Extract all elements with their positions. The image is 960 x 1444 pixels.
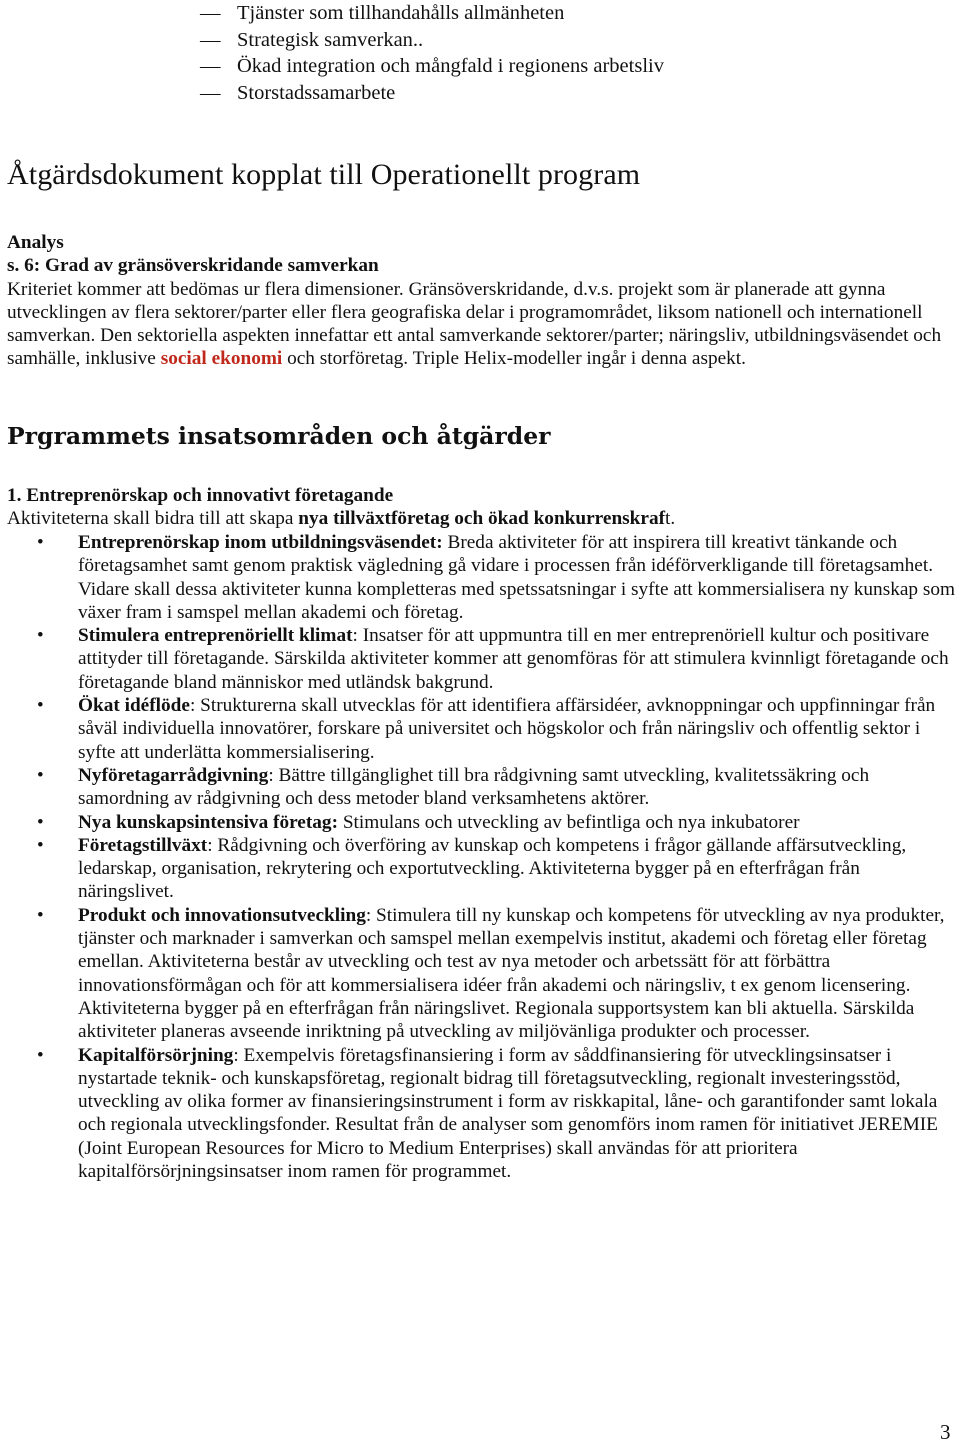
dash-item xyxy=(200,80,664,107)
social-ekonomi-highlight: social ekonomi xyxy=(160,348,283,370)
bullet-item xyxy=(0,624,955,694)
bullet-item xyxy=(0,904,955,1044)
bullet-lead: Nyföretagarrådgivning xyxy=(78,764,269,786)
bullet-text: : Strukturerna skall utvecklas för att identifiera affärsidéer, avknoppningar och uppfinningar från såväl individuella innovatörer, forskare på universitet och högskolor och från näringsliv och offentlig sektor i syfte att underlätta kommersialisering. xyxy=(78,695,936,763)
analys-subtitle: s. 6: Grad av gränsöverskridande samverkan xyxy=(7,255,379,277)
dash-item-text: Ökad integration och mångfald i regionens arbetsliv xyxy=(237,55,664,77)
bullet-lead: Entreprenörskap inom utbildningsväsendet: xyxy=(78,532,443,553)
bullet-item xyxy=(0,1044,955,1184)
page-number: 3 xyxy=(940,1420,951,1444)
bullet-text: : Insatser för att uppmuntra till en mer entreprenöriell kultur och positivare attityder till företagande. Särskilda aktiviteter kommer att genomföras för att stimulera kvinnligt företagande och företagande bland människor med utländsk bakgrund. xyxy=(78,625,949,693)
dash-glyph: — xyxy=(200,2,221,24)
bullet-item xyxy=(0,764,955,811)
intro-bold: nya tillväxtföretag och ökad konkurrenskraf xyxy=(298,508,666,530)
dash-item-text: Storstadssamarbete xyxy=(237,81,396,104)
dash-item xyxy=(200,27,664,54)
dash-item xyxy=(200,0,664,27)
bullet-item xyxy=(0,834,955,904)
section-heading: Prgrammets insatsområden och åtgärder xyxy=(7,422,551,450)
dash-item-text: Strategisk samverkan.. xyxy=(237,28,424,51)
bullet-text: Breda aktiviteter för att inspirera till kreativt tänkande och företagsamhet samt genom praktisk vägledning gå vidare i processen från idéförverkligande till företagsamhet. Vidare skall dessa aktiviteter kunna kompletteras med spetssatsningar i syfte att kommersialisera ny kunskap som växer fram i samspel mellan akademi och företag. xyxy=(78,532,955,623)
main-heading: Åtgärdsdokument kopplat till Operationellt program xyxy=(7,158,641,191)
bullet-lead: Företagstillväxt xyxy=(78,834,208,856)
dash-item-text: Tjänster som tillhandahålls allmänheten xyxy=(237,2,565,24)
bullet-text: : Bättre tillgänglighet till bra rådgivning samt utveckling, kvalitetssäkring och samordning av rådgivning och dess metoder bland verksamhetens aktörer. xyxy=(78,764,870,810)
bullet-icon: • xyxy=(37,532,44,553)
dash-list xyxy=(200,0,664,106)
bullet-item xyxy=(0,531,955,624)
intro-text: Aktiviteterna skall bidra till att skapa xyxy=(7,508,299,530)
bullet-icon: • xyxy=(37,811,44,833)
bullet-item xyxy=(0,694,955,764)
intro-end: t. xyxy=(665,508,676,530)
analys-text-2: och storföretag. Triple Helix-modeller ingår i denna aspekt. xyxy=(282,348,746,370)
analys-text-1: Kriteriet kommer att bedömas ur flera dimensioner. Gränsöverskridande, d.v.s. projekt som är planerade att gynna utvecklingen av flera sektorer/parter eller flera geografiska delar i programområdet, liksom nationell och internationell samverkan. Den sektoriella aspekten innefattar ett antal samverkande sektorer/parter; näringsliv, utbildningsväsendet och samhälle, inklusive xyxy=(7,278,942,370)
bullet-text: : Stimulera till ny kunskap och kompetens för utveckling av nya produkter, tjänster och marknader i samverkan och samspel mellan exempelvis institut, akademi och företag eller företag emellan. Aktiviteterna består av utveckling och test av nya metoder och arbetssätt för att förbättra innovationsförmågan och för att kommersialisera idéer från akademi och näringsliv, t ex genom licensering. Aktiviteterna bygger på en efterfrågan från näringslivet. Regionala supportsystem kan bli aktuella. Särskilda aktiviteter planeras avseende inriktning på utveckling av miljövänliga produkter och processer. xyxy=(78,904,945,1043)
bullet-text: : Exempelvis företagsfinansiering i form av såddfinansiering för utvecklingsinsatser i nystartade teknik- och kunskapsföretag, regionalt bidrag till företagsutveckling, regionalt investeringsstöd, utveckling av olika former av finansieringsinstrument i form av riskkapital, låne- och garantifonder samt lokala och regionala utvecklingsfonder. Resultat från de analyser som genomförs inom ramen för initiativet JEREMIE (Joint European Resources for Micro to Medium Enterprises) skall användas för att prioritera kapitalförsörjningsinsatser inom ramen för programmet. xyxy=(78,1044,938,1183)
bullet-text: Stimulans och utveckling av befintliga och nya inkubatorer xyxy=(338,811,800,833)
bullet-icon: • xyxy=(37,695,44,717)
dash-glyph: — xyxy=(200,81,221,104)
bullet-lead: Nya kunskapsintensiva företag: xyxy=(78,811,338,833)
dash-item xyxy=(200,53,664,80)
bullet-icon: • xyxy=(37,1044,44,1066)
bullet-icon: • xyxy=(37,625,44,647)
section-1-title: 1. Entreprenörskap och innovativt företagande xyxy=(7,485,394,506)
bullet-icon: • xyxy=(37,904,44,926)
analys-title: Analys xyxy=(7,232,64,253)
bullet-lead: Produkt och innovationsutveckling xyxy=(78,904,366,926)
section-1 xyxy=(7,484,955,531)
bullet-lead: Stimulera entreprenöriellt klimat xyxy=(78,625,353,647)
dash-glyph: — xyxy=(200,28,221,51)
bullet-lead: Kapitalförsörjning xyxy=(78,1044,234,1066)
bullet-lead: Ökat idéflöde xyxy=(78,695,190,717)
dash-glyph: — xyxy=(200,55,221,77)
analys-paragraph xyxy=(7,278,955,371)
bullet-text: : Rådgivning och överföring av kunskap och kompetens i frågor gällande affärsutveckling, ledarskap, organisation, rekrytering och exportutveckling. Aktiviteterna bygger på en efterfrågan från näringslivet. xyxy=(78,834,907,903)
bullet-icon: • xyxy=(37,834,44,856)
section-1-intro xyxy=(7,507,955,530)
analys-section xyxy=(7,231,955,371)
bullet-item xyxy=(0,811,955,834)
bullet-icon: • xyxy=(37,764,44,786)
bullet-list xyxy=(0,531,955,1183)
